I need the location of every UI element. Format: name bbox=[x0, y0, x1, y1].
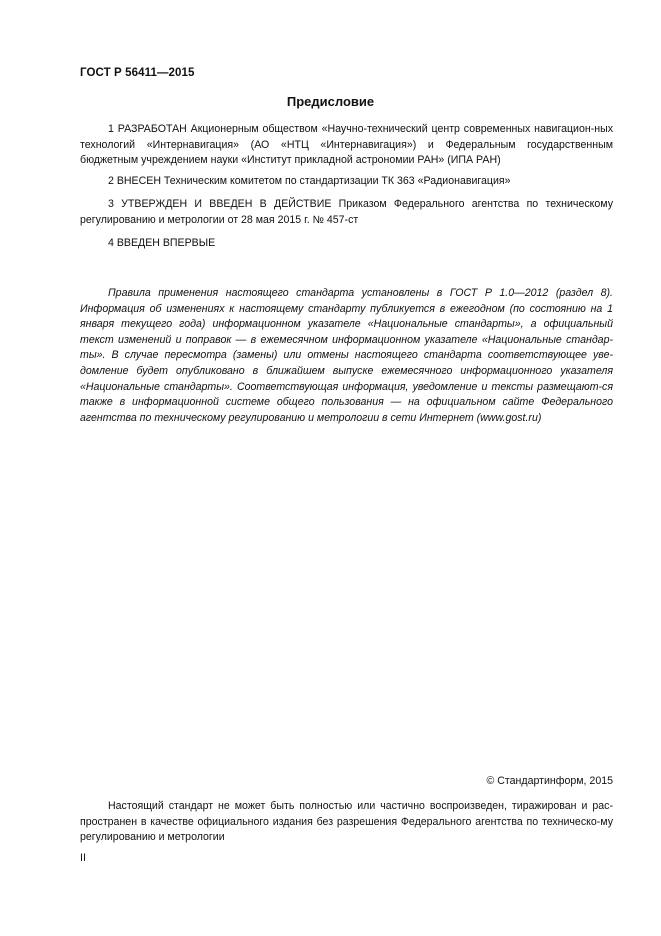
paragraph-3: 3 УТВЕРЖДЕН И ВВЕДЕН В ДЕЙСТВИЕ Приказом Федерального агентства по техническому регулированию и метрологии от 28 мая 2015 г. № 457-ст bbox=[80, 198, 613, 226]
publication-notice: Правила применения настоящего стандарта установлены в ГОСТ Р 1.0—2012 (раздел 8). Информация об изменениях к настоящему стандарту публикуется в ежегодном (по состоянию на 1 января текущего года) информационном указателе «Национальные стандарты», а официальный текст изменений и поправок — в ежемесячном информационном указателе «Национальные стандар-ты». В случае пересмотра (замены) или отмены настоящего стандарта соответствующее уве-домление будет опубликовано в ближайшем выпуске ежемесячного информационного указателя «Национальные стандарты». Соответствующая информация, уведомление и тексты размещают-ся также в информационной системе общего пользования — на официальном сайте Федерального агентства по техническому регулированию и метрологии в сети Интернет (www.gost.ru) bbox=[80, 287, 613, 424]
paragraph-2: 2 ВНЕСЕН Техническим комитетом по стандартизации ТК 363 «Радионавигация» bbox=[108, 175, 511, 187]
paragraph-4: 4 ВВЕДЕН ВПЕРВЫЕ bbox=[108, 237, 216, 249]
page-number: II bbox=[80, 852, 86, 864]
page-title: Предисловие bbox=[286, 94, 375, 109]
reproduction-notice: Настоящий стандарт не может быть полностью или частично воспроизведен, тиражирован и рас-пространен в качестве официального издания без разрешения Федерального агентства по техническо-му регулированию и метрологии bbox=[80, 800, 613, 844]
document-number: ГОСТ Р 56411—2015 bbox=[80, 67, 195, 79]
copyright-line: © Стандартинформ, 2015 bbox=[486, 775, 613, 787]
paragraph-1: 1 РАЗРАБОТАН Акционерным обществом «Научно-технический центр современных навигацион-ных технологий «Интернавигация» (АО «НТЦ «Интернавигация») и Федеральным государственным бюджетным учреждением науки «Институт прикладной астрономии РАН» (ИПА РАН) bbox=[80, 123, 613, 167]
